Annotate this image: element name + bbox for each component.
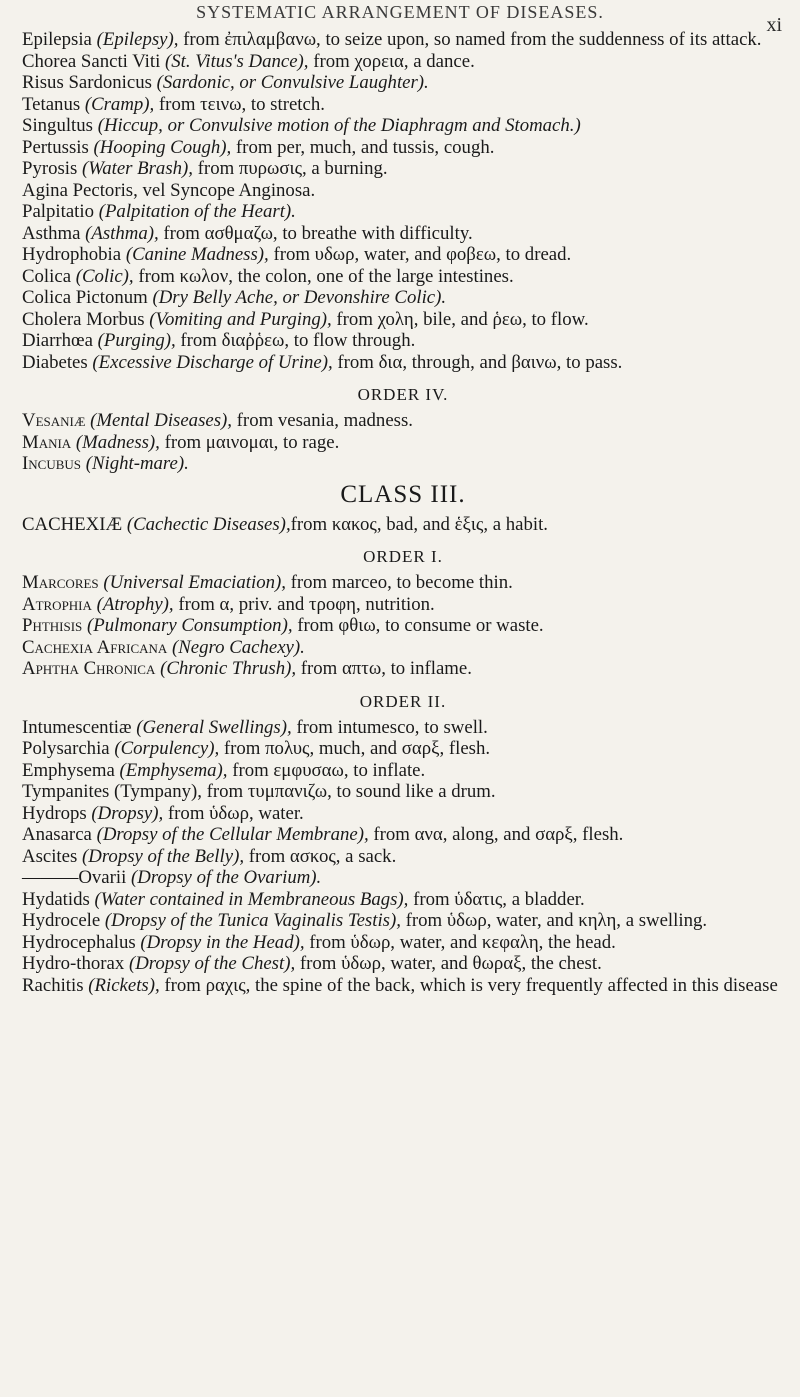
disease-term: Phthisis	[22, 615, 83, 636]
disease-term: Mania	[22, 431, 72, 453]
disease-term: Hydatids	[22, 888, 90, 910]
disease-entry	[22, 224, 784, 245]
etymology: from πυρωσις, a burning.	[192, 158, 388, 179]
disease-term: Hydrocephalus	[22, 931, 136, 953]
disease-term: Palpitatio	[22, 201, 94, 222]
etymology: from πολυς, much, and σαρξ, flesh.	[219, 738, 491, 759]
english-name: (Atrophy),	[96, 593, 174, 615]
etymology: from α, priv. and τροφη, nutrition.	[173, 593, 435, 615]
disease-term: Tympanites (Tympany),	[22, 781, 202, 802]
english-name: (Excessive Discharge of Urine),	[92, 351, 333, 373]
disease-entry	[22, 454, 784, 475]
english-name: (Negro Cachexy).	[172, 636, 305, 658]
disease-entry	[22, 739, 784, 760]
disease-entry	[22, 868, 784, 889]
disease-term: Hydrophobia	[22, 244, 122, 265]
disease-term: Atrophia	[22, 593, 92, 615]
disease-entry	[22, 202, 784, 223]
disease-term: Diabetes	[22, 351, 88, 373]
etymology: from υδωρ, water, and φοβεω, to dread.	[268, 244, 572, 265]
disease-entry	[22, 52, 784, 73]
entries-section-2	[22, 411, 784, 475]
disease-entry	[22, 976, 784, 997]
etymology: from marceo, to become thin.	[285, 572, 513, 593]
english-name: (Mental Diseases),	[90, 410, 232, 431]
english-name: (Pulmonary Consumption),	[86, 615, 293, 636]
disease-entry	[22, 433, 784, 454]
etymology: from ανα, along, and σαρξ, flesh.	[368, 824, 624, 845]
etymology: from ασκος, a sack.	[244, 845, 397, 867]
disease-entry	[22, 825, 784, 846]
english-name: (Dry Belly Ache, or Devonshire Colic).	[152, 287, 447, 308]
disease-entry	[22, 847, 784, 868]
disease-term: Vesaniæ	[22, 410, 86, 431]
etymology: from ὑδωρ, water, and θωραξ, the chest.	[295, 953, 602, 974]
disease-entry	[22, 288, 784, 309]
disease-term: Hydrops	[22, 802, 87, 824]
running-head: SYSTEMATIC ARRANGEMENT OF DISEASES.	[196, 2, 604, 22]
disease-term: Singultus	[22, 115, 93, 136]
etymology: from intumesco, to swell.	[291, 716, 488, 738]
disease-term: Cachexia Africana	[22, 636, 168, 658]
disease-term: Pertussis	[22, 136, 89, 158]
disease-entry	[22, 782, 784, 803]
disease-term: Colica	[22, 265, 72, 287]
disease-entry	[22, 638, 784, 659]
english-name: (General Swellings),	[136, 716, 292, 738]
disease-term: Chorea Sancti Viti	[22, 50, 161, 72]
english-name: (St. Vitus's Dance),	[165, 50, 309, 72]
disease-entry	[22, 718, 784, 739]
disease-term: Pyrosis	[22, 158, 78, 179]
disease-entry	[22, 659, 784, 680]
disease-term: Diarrhœa	[22, 330, 93, 351]
english-name: (Water contained in Membraneous Bags),	[94, 888, 409, 910]
order-iv-heading: ORDER IV.	[357, 385, 449, 404]
english-name: (Rickets),	[88, 974, 160, 996]
disease-term: Rachitis	[22, 974, 84, 996]
english-name: (Dropsy),	[91, 802, 164, 824]
english-name: (Dropsy of the Belly),	[82, 845, 245, 867]
disease-term: Anasarca	[22, 824, 92, 845]
disease-entry	[22, 310, 784, 331]
order-i-heading: ORDER I.	[363, 547, 443, 566]
disease-term: ———Ovarii	[22, 867, 127, 888]
disease-entry	[22, 890, 784, 911]
disease-entry	[22, 616, 784, 637]
english-name: (Purging),	[97, 330, 176, 351]
disease-term: Intumescentiæ	[22, 716, 132, 738]
disease-entry	[22, 804, 784, 825]
disease-entry	[22, 73, 784, 94]
disease-entry	[22, 595, 784, 616]
disease-entry	[22, 245, 784, 266]
english-name: (Hiccup, or Convulsive motion of the Diaphragm and Stomach.)	[97, 115, 581, 136]
etymology: from απτω, to inflame.	[296, 658, 472, 679]
etymology: from ὑδωρ, water, and κηλη, a swelling.	[400, 910, 708, 931]
disease-term: Ascites	[22, 845, 78, 867]
english-name: (Dropsy in the Head),	[140, 931, 305, 953]
disease-entry	[22, 761, 784, 782]
english-name: (Cachectic Diseases),	[126, 513, 291, 535]
etymology: from φθιω, to consume or waste.	[292, 615, 544, 636]
disease-entry	[22, 933, 784, 954]
etymology: from δια, through, and βαινω, to pass.	[332, 351, 623, 373]
english-name: (Dropsy of the Ovarium).	[131, 867, 322, 888]
etymology: from ασθμαζω, to breathe with difficulty.	[158, 222, 473, 244]
etymology: from κακος, bad, and ἑξις, a habit.	[290, 513, 548, 535]
etymology: from vesania, madness.	[231, 410, 413, 431]
english-name: (Dropsy of the Tunica Vaginalis Testis),	[104, 910, 401, 931]
disease-entry	[22, 138, 784, 159]
page-content	[22, 30, 784, 997]
disease-term: CACHEXIÆ	[22, 513, 123, 535]
english-name: (Asthma),	[85, 222, 159, 244]
disease-term: Colica Pictonum	[22, 287, 148, 308]
disease-entry	[22, 331, 784, 352]
etymology: from χορεια, a dance.	[308, 50, 475, 72]
etymology: from per, much, and tussis, cough.	[231, 136, 495, 158]
etymology: from ραχις, the spine of the back, which is very frequently affected in this disease	[159, 974, 778, 996]
disease-entry	[22, 954, 784, 975]
etymology: from εμφυσαω, to inflate.	[227, 759, 426, 781]
etymology: from ὑδατις, a bladder.	[408, 888, 585, 910]
disease-entry	[22, 181, 784, 202]
etymology: from τεινω, to stretch.	[154, 93, 325, 115]
english-name: (Canine Madness),	[125, 244, 269, 265]
disease-term: Tetanus	[22, 93, 81, 115]
english-name: (Vomiting and Purging),	[149, 308, 332, 330]
disease-entry	[22, 353, 784, 374]
disease-term: Emphysema	[22, 759, 115, 781]
disease-term: Cholera Morbus	[22, 308, 145, 330]
disease-entry	[22, 95, 784, 116]
page-number: xi	[766, 14, 782, 36]
etymology: from χολη, bile, and ῥεω, to flow.	[331, 308, 589, 330]
disease-entry	[22, 411, 784, 432]
disease-entry	[22, 30, 784, 51]
disease-term: Incubus	[22, 453, 81, 474]
english-name: (Corpulency),	[114, 738, 220, 759]
etymology: from ὑδωρ, water, and κεφαλη, the head.	[304, 931, 616, 953]
disease-entry	[22, 911, 784, 932]
english-name: (Dropsy of the Chest),	[128, 953, 296, 974]
english-name: (Colic),	[75, 265, 134, 287]
disease-term: Polysarchia	[22, 738, 110, 759]
disease-term: Aphtha Chronica	[22, 658, 156, 679]
disease-term: Hydrocele	[22, 910, 101, 931]
english-name: (Night-mare).	[85, 453, 189, 474]
english-name: (Palpitation of the Heart).	[98, 201, 296, 222]
english-name: (Universal Emaciation),	[103, 572, 286, 593]
disease-term: Risus Sardonicus	[22, 72, 152, 93]
disease-entry	[22, 116, 784, 137]
disease-entry	[22, 573, 784, 594]
entries-section-1	[22, 30, 784, 373]
english-name: (Emphysema),	[119, 759, 228, 781]
english-name: (Madness),	[75, 431, 160, 453]
english-name: (Epilepsy),	[96, 29, 179, 50]
disease-term: Agina Pectoris, vel Syncope Anginosa.	[22, 179, 316, 201]
disease-entry	[22, 267, 784, 288]
entries-section-5	[22, 718, 784, 997]
etymology: from ὑδωρ, water.	[163, 802, 304, 824]
disease-entry	[22, 515, 784, 536]
english-name: (Chronic Thrush),	[160, 658, 297, 679]
disease-term: Marcores	[22, 572, 99, 593]
english-name: (Sardonic, or Convulsive Laughter).	[156, 72, 429, 93]
disease-term: Asthma	[22, 222, 81, 244]
english-name: (Hooping Cough),	[93, 136, 232, 158]
etymology: from κωλον, the colon, one of the large intestines.	[133, 265, 514, 287]
etymology: from μαινομαι, to rage.	[159, 431, 340, 453]
disease-term: Hydro-thorax	[22, 953, 125, 974]
etymology: from ἐπιλαμβανω, to seize upon, so named from the suddenness of its attack.	[178, 29, 762, 50]
etymology: from τυμπανιζω, to sound like a drum.	[206, 781, 496, 802]
english-name: (Cramp),	[84, 93, 155, 115]
class-iii-heading: CLASS III.	[340, 480, 466, 508]
english-name: (Dropsy of the Cellular Membrane),	[96, 824, 369, 845]
order-ii-heading: ORDER II.	[359, 691, 447, 711]
english-name: (Water Brash),	[82, 158, 193, 179]
disease-entry	[22, 159, 784, 180]
entries-section-4	[22, 573, 784, 680]
entries-section-3	[22, 515, 784, 536]
etymology: from διαῤῥεω, to flow through.	[175, 330, 416, 351]
disease-term: Epilepsia	[22, 29, 92, 50]
